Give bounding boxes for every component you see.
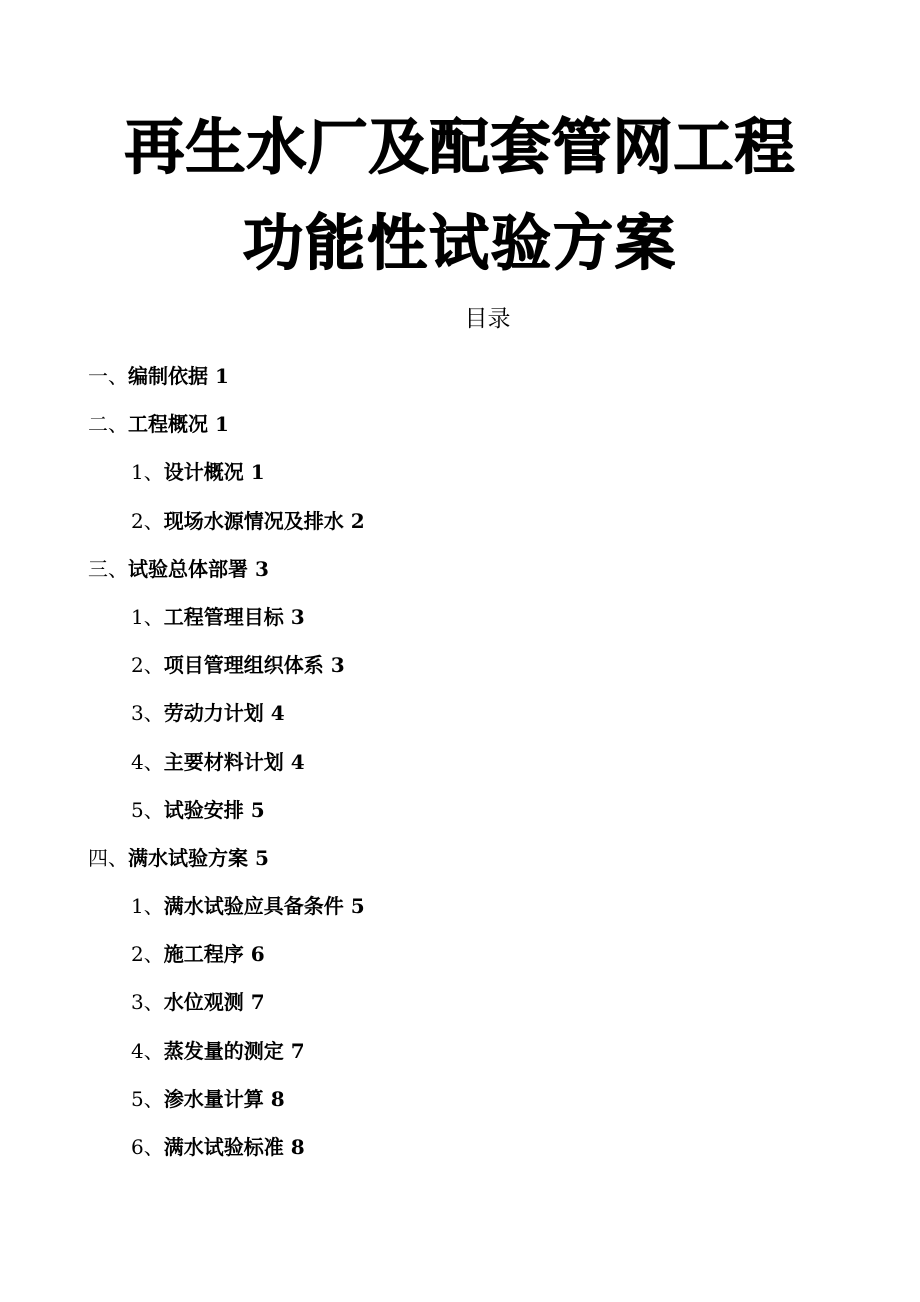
toc-entry-number: 2、 xyxy=(131,942,164,967)
toc-entry-title: 工程管理目标 xyxy=(163,604,284,629)
toc-entry-page-number: 4 xyxy=(290,749,305,774)
toc-entry[interactable] xyxy=(0,497,920,545)
document-title-line-2: 功能性试验方案 xyxy=(243,209,677,279)
toc-entry-page-number: 2 xyxy=(350,508,365,533)
toc-entry-number: 三、 xyxy=(88,556,128,581)
toc-entry-page-number: 1 xyxy=(215,364,229,388)
toc-entry-title: 水位观测 xyxy=(163,990,244,1015)
toc-entry-title: 工程概况 xyxy=(128,412,208,437)
toc-entry-number: 3、 xyxy=(131,701,164,726)
toc-entry-page-number: 3 xyxy=(330,653,345,678)
toc-entry[interactable] xyxy=(0,448,920,496)
toc-entry[interactable] xyxy=(0,1123,920,1171)
toc-entry-number: 二、 xyxy=(88,412,128,437)
toc-entry-number: 1、 xyxy=(131,604,164,629)
toc-entry-number: 四、 xyxy=(88,845,128,870)
toc-entry-page-number: 3 xyxy=(290,604,305,629)
toc-entry-title: 蒸发量的测定 xyxy=(163,1038,284,1063)
toc-entry-number: 2、 xyxy=(131,653,164,678)
toc-entry-title: 满水试验方案 xyxy=(128,845,248,870)
toc-entry-page-number: 7 xyxy=(290,1038,305,1063)
toc-entry-title: 现场水源情况及排水 xyxy=(163,508,344,533)
toc-entry[interactable] xyxy=(0,641,920,689)
toc-entry[interactable] xyxy=(0,689,920,737)
toc-entry-number: 4、 xyxy=(131,749,164,774)
toc-entry-page-number: 5 xyxy=(350,894,365,919)
toc-entry-number: 2、 xyxy=(131,508,164,533)
toc-entry-title: 满水试验标准 xyxy=(163,1135,284,1159)
toc-entry-page-number: 1 xyxy=(215,412,229,437)
toc-entry-title: 劳动力计划 xyxy=(163,701,264,726)
toc-entry[interactable] xyxy=(0,1075,920,1123)
toc-entry-page-number: 5 xyxy=(255,845,269,870)
toc-entry-number: 5、 xyxy=(131,797,164,822)
toc-entry-title: 施工程序 xyxy=(163,942,244,967)
toc-entry-title: 满水试验应具备条件 xyxy=(163,894,344,919)
toc-entry-number: 1、 xyxy=(131,894,164,919)
toc-entry-page-number: 1 xyxy=(250,460,265,485)
toc-entry[interactable] xyxy=(0,400,920,448)
toc-entry[interactable] xyxy=(0,593,920,641)
toc-entry[interactable] xyxy=(0,930,920,978)
table-of-contents xyxy=(0,352,920,1171)
toc-entry[interactable] xyxy=(0,882,920,930)
toc-entry-title: 试验安排 xyxy=(163,797,244,822)
toc-entry[interactable] xyxy=(0,786,920,834)
toc-entry-page-number: 8 xyxy=(290,1135,305,1159)
toc-entry[interactable] xyxy=(0,1027,920,1075)
toc-entry-page-number: 4 xyxy=(270,701,285,726)
toc-entry[interactable] xyxy=(0,738,920,786)
toc-entry[interactable] xyxy=(0,545,920,593)
toc-entry-title: 项目管理组织体系 xyxy=(163,653,324,678)
toc-entry[interactable] xyxy=(0,834,920,882)
toc-entry-page-number: 3 xyxy=(255,556,269,581)
toc-entry-number: 4、 xyxy=(131,1038,164,1063)
toc-entry-page-number: 7 xyxy=(250,990,265,1015)
toc-entry-number: 3、 xyxy=(131,990,164,1015)
toc-entry-title: 主要材料计划 xyxy=(163,749,284,774)
toc-entry-number: 6、 xyxy=(131,1135,164,1159)
toc-entry[interactable] xyxy=(0,978,920,1026)
toc-entry-page-number: 5 xyxy=(250,797,265,822)
toc-entry-number: 一、 xyxy=(88,364,128,388)
toc-entry-page-number: 8 xyxy=(270,1086,285,1111)
toc-entry-page-number: 6 xyxy=(250,942,265,967)
toc-heading: 目录 xyxy=(464,306,511,332)
toc-entry-title: 试验总体部署 xyxy=(128,556,248,581)
toc-entry-number: 5、 xyxy=(131,1086,164,1111)
toc-entry-number: 1、 xyxy=(131,460,164,485)
toc-entry-title: 渗水量计算 xyxy=(163,1086,264,1111)
toc-entry-title: 设计概况 xyxy=(163,460,244,485)
toc-entry[interactable] xyxy=(0,352,920,400)
toc-entry-title: 编制依据 xyxy=(128,364,208,388)
document-title-line-1: 再生水厂及配套管网工程 xyxy=(124,113,796,183)
